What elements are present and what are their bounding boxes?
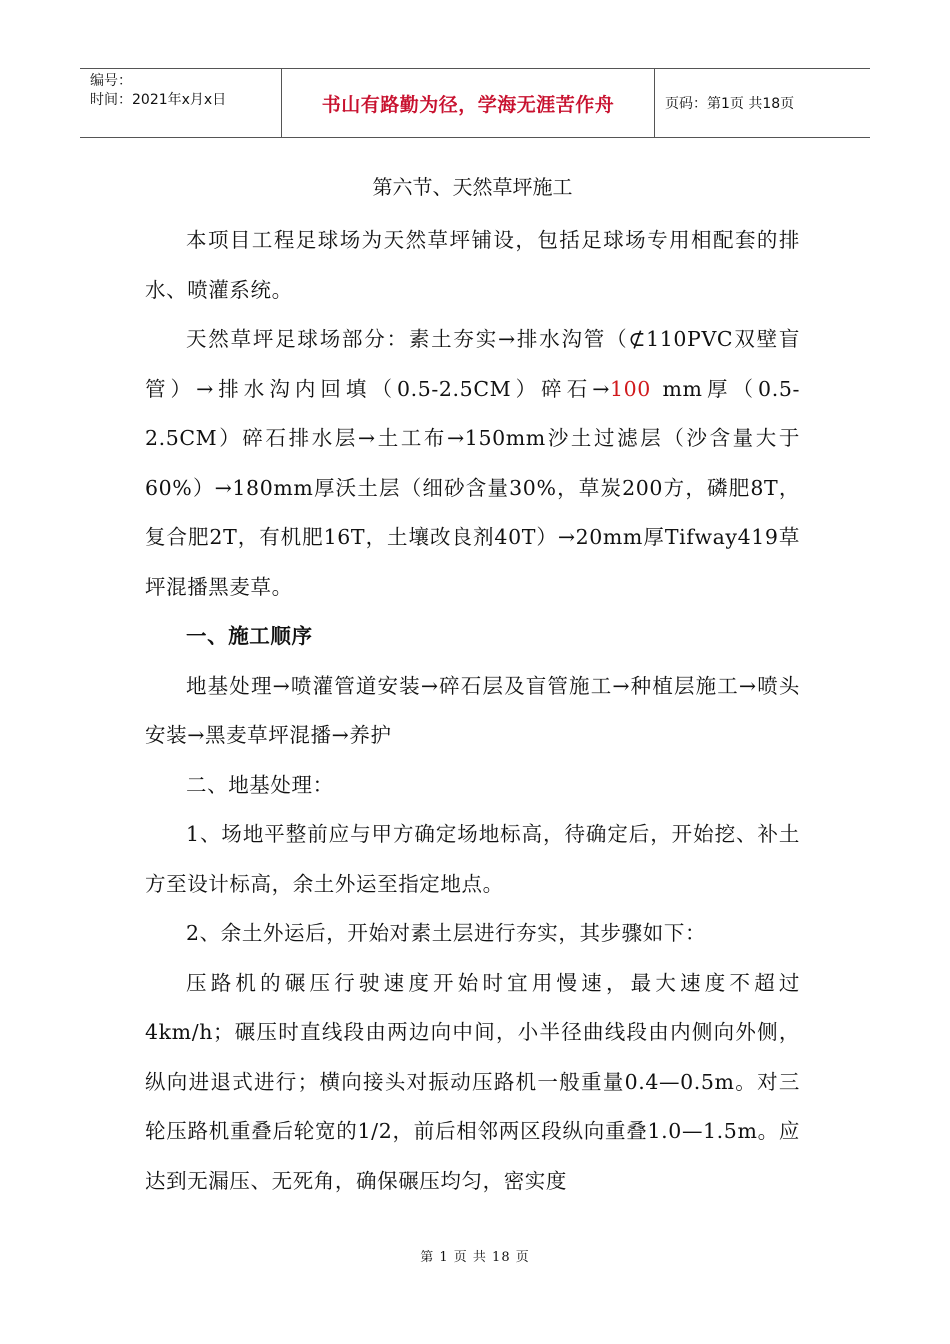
paragraph-step-1: 1、场地平整前应与甲方确定场地标高，待确定后，开始挖、补土方至设计标高，余土外运至指定地点。: [145, 822, 800, 896]
page-footer: 第 1 页 共 18 页: [420, 1250, 530, 1265]
paragraph-compaction: 压路机的碾压行驶速度开始时宜用慢速，最大速度不超过4km/h；碾压时直线段由两边向中间，小半径曲线段由内侧向外侧，纵向进退式进行；横向接头对振动压路机一般重量0.4—0.5m。对三轮压路机重叠后轮宽的1/2，前后相邻两区段纵向重叠1.0—1.5m。应达到无漏压、无死角，确保碾压均匀，密实度: [145, 970, 800, 1193]
paragraph-step-2: 2、余土外运后，开始对素土层进行夯实，其步骤如下：: [186, 921, 707, 945]
time-label: 时间：2021年x月x日: [90, 92, 227, 108]
section-title: 第六节、天然草坪施工: [372, 175, 573, 199]
paragraph-intro: 本项目工程足球场为天然草坪铺设，包括足球场专用相配套的排水、喷灌系统。: [145, 228, 800, 302]
heading-foundation: 二、地基处理：: [186, 772, 334, 797]
header-meta: [80, 69, 282, 137]
document-body: [145, 168, 800, 1206]
header-page-info: 页码：第1页 共18页: [665, 96, 795, 112]
document-header: [80, 68, 870, 138]
paragraph-order: 地基处理→喷灌管道安装→碎石层及盲管施工→种植层施工→喷头安装→黑麦草坪混播→养护: [145, 673, 800, 747]
paragraph-structure-part2: mm厚（0.5-2.5CM）碎石排水层→土工布→150mm沙土过滤层（沙含量大于60%）→180mm厚沃土层（细砂含量30%，草炭200方，磷肥8T，复合肥2T，有机肥16T，土壤改良剂40T）→20mm厚Tifway419草坪混播黑麦草。: [145, 376, 800, 599]
heading-construction-order: 一、施工顺序: [186, 624, 313, 648]
paragraph-structure: [145, 315, 800, 612]
header-motto-cell: [282, 69, 655, 137]
paragraph-structure-part1: 天然草坪足球场部分：素土夯实→排水沟管（⊄110PVC双壁盲管）→排水沟内回填（0.5-2.5CM）碎石→: [145, 327, 800, 401]
header-motto: 书山有路勤为径，学海无涯苦作舟: [321, 93, 615, 116]
number-label: 编号：: [90, 73, 132, 89]
highlighted-value: 100: [610, 376, 651, 401]
